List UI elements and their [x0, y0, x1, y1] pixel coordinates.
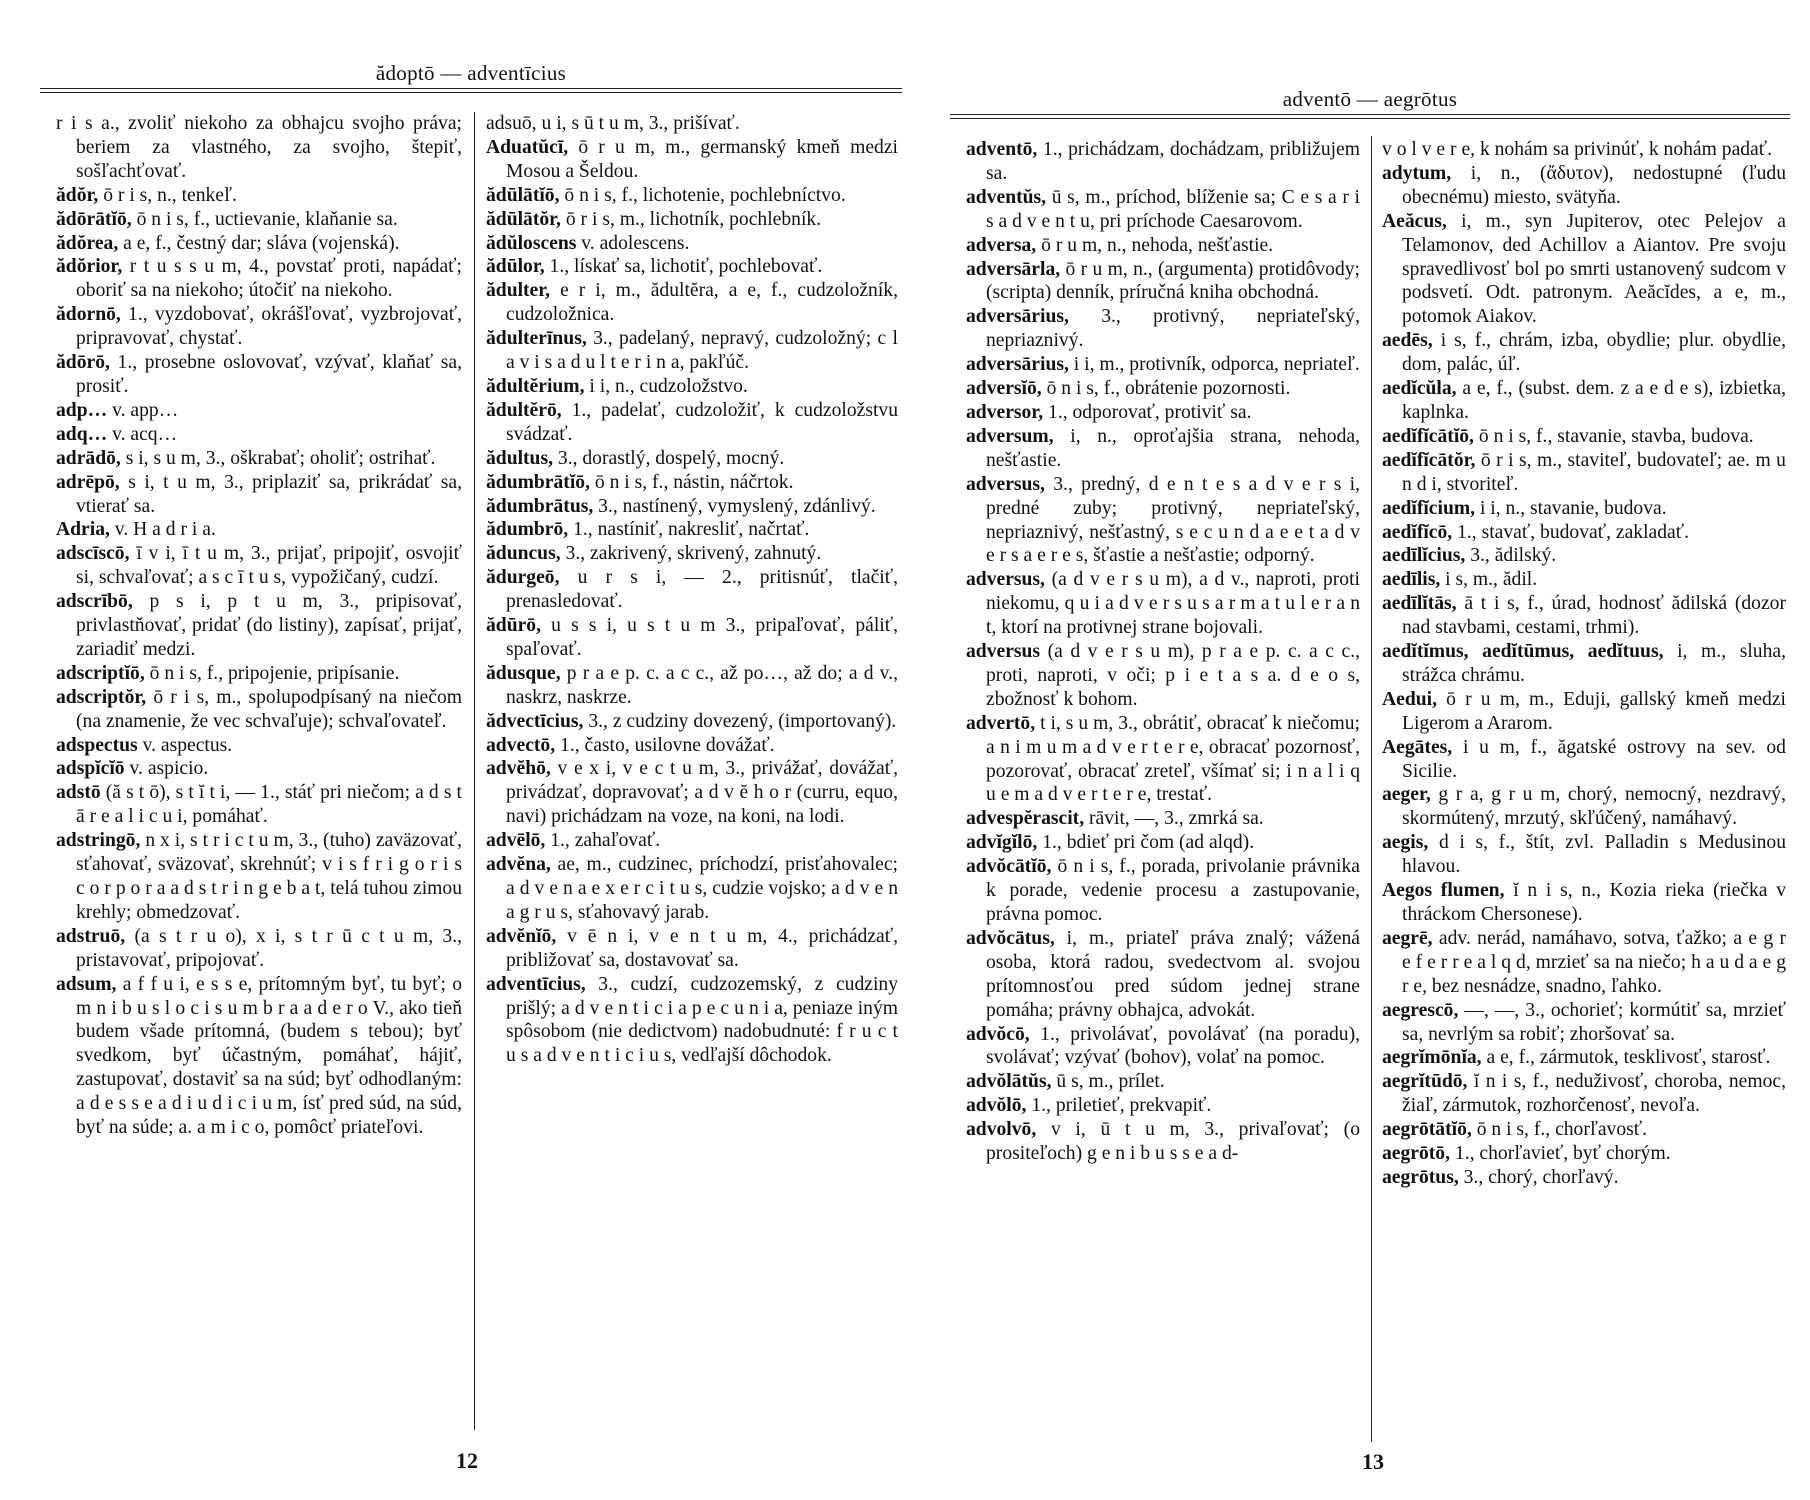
- entry-definition: ĭ n i s, f., neduživosť, choroba, nemoc, žiaľ, zármutok, rozhorčenosť, nevoľa.: [1402, 1071, 1786, 1117]
- dictionary-entry: [486, 734, 898, 758]
- entry-headword: aegrōtus,: [1382, 1166, 1459, 1188]
- dictionary-entry: [1382, 210, 1786, 330]
- dictionary-entry: [966, 305, 1360, 353]
- entry-headword: adversa,: [966, 234, 1037, 256]
- dictionary-entry: [1382, 1142, 1786, 1166]
- entry-definition: 1., zahaľovať.: [550, 830, 661, 852]
- column-divider: [1371, 136, 1372, 1442]
- entry-definition: t i, s u m, 3., obrátiť, obracať k niečomu; a n i m u m a d v e r t e r e, obracať pozornosť, pozorovať, obracať zreteľ, všímať si; i n a l i q u e m a d v e r t e r e, trestať.: [986, 712, 1360, 806]
- entry-definition: s i, t u m, 3., priplaziť sa, prikrádať sa, vtierať sa.: [76, 471, 462, 517]
- entry-headword: aegrōtō,: [1382, 1143, 1451, 1165]
- entry-definition: ō r i s, n., tenkeľ.: [103, 184, 237, 206]
- entry-definition: 3., dorastlý, dospelý, mocný.: [557, 447, 785, 469]
- entry-definition: r t u s s u m, 4., povstať proti, napádať; oboriť sa na niekoho; útočiť na niekoho.: [76, 256, 462, 302]
- dictionary-entry: [966, 1094, 1360, 1118]
- entry-headword: advŏlātŭs,: [966, 1071, 1052, 1093]
- entry-definition: i, n., oproťajšia strana, nehoda, nešťastie.: [986, 425, 1360, 471]
- entry-definition: v. H a d r i a.: [114, 519, 216, 541]
- entry-definition: ī v i, ī t u m, 3., prijať, pripojiť, osvojiť si, schvaľovať; a s c ī t u s, vypožičaný, cudzí.: [76, 543, 462, 589]
- entry-headword: ădurgeō,: [486, 567, 560, 589]
- entry-definition: ā t i s, f., úrad, hodnosť ădilská (dozor nad stavbami, cestami, trhmi).: [1402, 593, 1786, 639]
- entry-definition: a e, f., (subst. dem. z a e d e s), izbietka, kaplnka.: [1402, 378, 1786, 423]
- header-rule: [40, 88, 902, 89]
- entry-headword: adversor,: [966, 401, 1044, 423]
- dictionary-entry: [486, 255, 898, 279]
- entry-definition: ū s, m., prílet.: [1056, 1071, 1165, 1093]
- entry-definition: —, —, 3., ochorieť; kormútiť sa, mrzieť sa, nevrlým sa robiť; zhoršovať sa.: [1402, 999, 1786, 1045]
- entry-definition: 1., prichádzam, dochádzam, približujem sa.: [986, 139, 1360, 184]
- entry-definition: i, n., (ἄδυτον), nedostupné (ľudu obecnému) miesto, svätyňa.: [1402, 162, 1786, 208]
- dictionary-entry: [486, 542, 898, 566]
- dictionary-entry: [486, 399, 898, 447]
- dictionary-entry: [966, 855, 1360, 927]
- dictionary-entry: [56, 925, 462, 973]
- dictionary-entry: [56, 303, 462, 351]
- dictionary-entry: [966, 401, 1360, 425]
- entry-definition: v. aspectus.: [142, 734, 233, 756]
- dictionary-entry: [1382, 999, 1786, 1047]
- entry-definition: ō r i s, m., lichotník, pochlebník.: [565, 208, 822, 230]
- entry-definition: ō n i s, f., porada, privolanie právnika k porade, vedenie procesu a zastupovanie, právna pomoc.: [986, 856, 1360, 925]
- entry-definition: v. adolescens.: [581, 232, 690, 254]
- dictionary-entry: [966, 258, 1360, 306]
- entry-headword: aegrescō,: [1382, 999, 1459, 1021]
- header-rule: [40, 92, 902, 93]
- entry-definition: v ē n i, v e n t u m, 4., prichádzať, približovať sa, dostavovať sa.: [506, 925, 898, 971]
- dictionary-entry: [966, 1118, 1360, 1166]
- entry-definition: 1., často, usilovne dovážať.: [560, 734, 775, 756]
- entry-headword: ădŏr,: [56, 184, 99, 206]
- entry-headword: ădŭloscens: [486, 232, 577, 254]
- dictionary-entry: [56, 518, 462, 542]
- dictionary-entry: [1382, 1070, 1786, 1118]
- entry-headword: aegrōtātĭō,: [1382, 1119, 1472, 1141]
- dictionary-column-2: [486, 112, 898, 1068]
- left-page: [40, 58, 902, 1490]
- entry-headword: aedĭfĭcātĭō,: [1382, 425, 1474, 447]
- entry-definition: 1., privolávať, povolávať (na poradu), svolávať; vzývať (bohov), volať na pomoc.: [986, 1023, 1360, 1069]
- entry-headword: aedĭfĭcātŏr,: [1382, 449, 1476, 471]
- dictionary-entry: [966, 353, 1360, 377]
- entry-headword: aedīlĭcius,: [1382, 545, 1466, 567]
- entry-headword: Aedui,: [1382, 688, 1437, 710]
- entry-headword: advĕhō,: [486, 758, 551, 780]
- dictionary-entry: [966, 377, 1360, 401]
- dictionary-entry: [1382, 592, 1786, 640]
- entry-definition: ō n i s, f., stavanie, stavba, budova.: [1478, 425, 1754, 447]
- dictionary-entry: [486, 973, 898, 1069]
- dictionary-entry: [966, 234, 1360, 258]
- header-rule: [950, 114, 1790, 115]
- dictionary-entry: [56, 423, 462, 447]
- dictionary-entry: [1382, 138, 1786, 162]
- entry-headword: adventīcius,: [486, 973, 586, 995]
- entry-definition: ō n i s, f., chorľavosť.: [1476, 1119, 1648, 1141]
- dictionary-entry: [966, 1070, 1360, 1094]
- entry-headword: adversārius,: [966, 306, 1069, 328]
- entry-headword: ădulterīnus,: [486, 328, 587, 350]
- entry-headword: advŏcātĭō,: [966, 856, 1052, 878]
- entry-headword: aegrē,: [1382, 927, 1433, 949]
- entry-headword: ădornō,: [56, 304, 121, 326]
- entry-definition: (a s t r u o), x i, s t r ū c t u m, 3., pristavovať, pripojovať.: [76, 925, 462, 971]
- entry-headword: adscriptĭō,: [56, 662, 145, 684]
- entry-headword: Aduatŭcī,: [486, 136, 569, 158]
- entry-headword: aeger,: [1382, 784, 1431, 806]
- dictionary-entry: [56, 686, 462, 734]
- entry-definition: p r a e p. c. a c c., až po…, až do; a d v., naskrz, naskrze.: [506, 662, 898, 708]
- entry-headword: aegrĭtūdō,: [1382, 1071, 1468, 1093]
- dictionary-entry: [486, 829, 898, 853]
- entry-definition: v o l v e r e, k nohám sa privinúť, k nohám padať.: [1382, 139, 1773, 160]
- entry-definition: (ă s t ō), s t ĭ t i, — 1., stáť pri niečom; a d s t ā r e a l i c u i, pomáhať.: [76, 782, 462, 828]
- entry-definition: ō r i s, m., staviteľ, budovateľ; ae. m u n d i, stvoriteľ.: [1402, 449, 1786, 495]
- entry-headword: adrādō,: [56, 447, 121, 469]
- entry-headword: adventŭs,: [966, 186, 1047, 208]
- running-head: ădoptō — adventīcius: [375, 61, 567, 85]
- dictionary-entry: [1382, 640, 1786, 688]
- entry-definition: v e x i, v e c t u m, 3., privážať, dovážať, privádzať, dopravovať; a d v ĕ h o r (curru, equo, navi) prichádzam na voze, na koni, na lodi.: [506, 758, 898, 828]
- entry-definition: p s i, p t u m, 3., pripisovať, privlastňovať, pridať (do listiny), zapísať, prijať, zariadiť medzi.: [76, 591, 462, 660]
- entry-headword: adversārla,: [966, 258, 1061, 280]
- entry-definition: 3., predný, d e n t e s a d v e r s i, predné zuby; protivný, nepriateľský, nepriaznivý, nešťastný, s e c u n d a e e t a d v e r s a e r e s, šťastie a nešťastie; odporný.: [986, 473, 1360, 567]
- dictionary-entry: [486, 495, 898, 519]
- entry-headword: ădŏrior,: [56, 256, 123, 278]
- dictionary-column-1: [56, 112, 462, 1140]
- entry-definition: 3., ădilský.: [1470, 545, 1557, 567]
- dictionary-entry: [486, 327, 898, 375]
- entry-definition: i i, m., protivník, odporca, nepriateľ.: [1073, 354, 1360, 376]
- entry-definition: ae, m., cudzinec, príchodzí, prisťahovalec; a d v e n a e x e r c i t u s, cudzie vojsko; a d v e n a g r u s, sťahovavý jarab.: [506, 854, 898, 923]
- entry-definition: ō r i s, m., spolupodpísaný na niečom (na znamenie, že vec schvaľuje); schvaľovateľ.: [76, 686, 462, 732]
- entry-headword: aedĭfĭcium,: [1382, 497, 1476, 519]
- entry-headword: ădŏrea,: [56, 232, 119, 254]
- entry-definition: i, m., priateľ práva znalý; vážená osoba, ktorá radou, svedectvom al. svojou prítomnosťou pred súdom jednej strane pomáha; právny obhajca, advokát.: [986, 927, 1360, 1021]
- dictionary-entry: [56, 662, 462, 686]
- dictionary-entry: [56, 351, 462, 399]
- dictionary-entry: [56, 471, 462, 519]
- entry-headword: ădulter,: [486, 280, 551, 302]
- entry-definition: 3., chorý, chorľavý.: [1463, 1166, 1619, 1188]
- dictionary-entry: [1382, 927, 1786, 999]
- entry-definition: 1., padelať, cudzoložiť, k cudzoložstvu svádzať.: [506, 399, 898, 445]
- dictionary-entry: [1382, 1166, 1786, 1190]
- entry-definition: i i, n., cudzoložstvo.: [589, 375, 748, 397]
- dictionary-entry: [486, 710, 898, 734]
- entry-headword: aedĭfĭcō,: [1382, 521, 1453, 543]
- entry-headword: ădultĕrō,: [486, 399, 562, 421]
- dictionary-entry: [1382, 1118, 1786, 1142]
- dictionary-entry: [1382, 425, 1786, 449]
- dictionary-entry: [486, 136, 898, 184]
- dictionary-entry: [1382, 568, 1786, 592]
- entry-headword: Aeăcus,: [1382, 210, 1447, 232]
- entry-definition: 1., vyzdobovať, okrášľovať, vyzbrojovať, pripravovať, chystať.: [76, 304, 462, 350]
- entry-headword: adversĭō,: [966, 378, 1042, 400]
- entry-definition: s i, s u m, 3., oškrabať; oholiť; ostrihať.: [125, 447, 436, 469]
- entry-definition: adsuō, u i, s ū t u m, 3., prišívať.: [486, 113, 740, 134]
- dictionary-entry: [486, 614, 898, 662]
- entry-definition: 3., protivný, nepriateľský, nepriaznivý.: [986, 306, 1360, 352]
- entry-headword: advolvō,: [966, 1119, 1037, 1141]
- entry-definition: i, m., syn Jupiterov, otec Pelejov a Telamonov, ded Achillov a Aiantov. Pre svoju spravedlivosť bol po smrti ustanovený sudcom v podsvetí. Odt. patronym. Aeăcĭdes, a e, m., potomok Aiakov.: [1402, 210, 1786, 328]
- running-head: adventō — aegrōtus: [1282, 87, 1458, 111]
- dictionary-entry: [486, 662, 898, 710]
- entry-definition: v. aspicio.: [129, 758, 209, 780]
- entry-definition: 1., prosebne oslovovať, vzývať, klaňať sa, prosiť.: [76, 352, 462, 397]
- entry-headword: Aegos flumen,: [1382, 880, 1505, 902]
- entry-headword: Aegātes,: [1382, 736, 1453, 758]
- entry-definition: 3., z cudziny dovezený, (importovaný).: [588, 710, 897, 732]
- entry-definition: 3., padelaný, nepravý, cudzoložný; c l a v i s a d u l t e r i n a, pakľúč.: [506, 328, 898, 374]
- entry-definition: i, m., sluha, strážca chrámu.: [1402, 641, 1786, 686]
- dictionary-entry: [966, 1023, 1360, 1071]
- entry-headword: adstringō,: [56, 830, 141, 852]
- entry-definition: a e, f., zármutok, tesklivosť, starosť.: [1486, 1047, 1771, 1069]
- entry-definition: r i s a., zvoliť niekoho za obhajcu svojho práva; beriem za vlastného, za svojho, štepiť, sošľachťovať.: [56, 113, 462, 182]
- entry-definition: 3., zakrivený, skrivený, zahnutý.: [565, 543, 822, 565]
- entry-headword: ădumbrātus,: [486, 495, 594, 517]
- dictionary-entry: [966, 138, 1360, 186]
- entry-definition: 1., bdieť pri čom (ad alqd).: [1042, 832, 1255, 854]
- entry-definition: v. app…: [112, 399, 179, 421]
- dictionary-column-2: [1382, 138, 1786, 1190]
- dictionary-entry: [486, 518, 898, 542]
- entry-headword: advŏcō,: [966, 1023, 1030, 1045]
- dictionary-entry: [56, 734, 462, 758]
- page-number: 12: [456, 1448, 478, 1473]
- entry-headword: adq…: [56, 423, 108, 445]
- entry-definition: e r i, m., ădultĕra, a e, f., cudzoložník, cudzoložnica.: [506, 280, 898, 326]
- entry-headword: adstruō,: [56, 925, 126, 947]
- entry-definition: adv. nerád, namáhavo, sotva, ťažko; a e g r e f e r r e a l q d, mrzieť sa na niečo; h a u d a e g r e, bez nesnádze, snadno, ľahko.: [1402, 927, 1786, 997]
- dictionary-entry: [1382, 521, 1786, 545]
- dictionary-entry: [486, 208, 898, 232]
- entry-definition: i s, m., ădil.: [1445, 569, 1538, 591]
- entry-headword: ădūlātŏr,: [486, 208, 561, 230]
- dictionary-entry: [1382, 783, 1786, 831]
- entry-headword: aedĭcŭla,: [1382, 378, 1457, 400]
- entry-definition: i s, f., chrám, izba, obydlie; plur. obydlie, dom, palác, úľ.: [1402, 330, 1786, 376]
- dictionary-entry: [486, 184, 898, 208]
- entry-headword: adp…: [56, 399, 108, 421]
- page-number: 13: [1362, 1449, 1384, 1474]
- entry-definition: ō n i s, f., pripojenie, pripísanie.: [149, 662, 400, 684]
- entry-headword: adspĭcĭō: [56, 758, 125, 780]
- entry-headword: advectō,: [486, 734, 556, 756]
- dictionary-entry: [56, 208, 462, 232]
- dictionary-entry: [966, 831, 1360, 855]
- entry-headword: advŏlō,: [966, 1095, 1027, 1117]
- entry-headword: adversārius,: [966, 354, 1069, 376]
- dictionary-entry: [966, 568, 1360, 640]
- dictionary-entry: [1382, 162, 1786, 210]
- entry-definition: ō r u m, n., nehoda, nešťastie.: [1041, 234, 1274, 256]
- dictionary-entry: [486, 232, 898, 256]
- dictionary-entry: [1382, 831, 1786, 879]
- entry-headword: adstō: [56, 782, 101, 804]
- entry-definition: ū s, m., príchod, blíženie sa; C e s a r i s a d v e n t u, pri príchode Caesarovom.: [986, 186, 1360, 232]
- entry-headword: ădusque,: [486, 662, 561, 684]
- entry-headword: ădumbrātĭō,: [486, 471, 590, 493]
- entry-definition: a f f u i, e s s e, prítomným byť, tu byť; o m n i b u s l o c i s u m b r a a d e r o V., ako tieň budem všade prítomná, (budem s tebou); byť svedkom, byť účastným, pomáhať, hájiť, zastupovať, dostaviť sa na súd; byť odhodlaným: a d e s s e a d i u d i c i u m, ísť pred súd, na súd, byť na súde; a. a m i c o, pomôcť priateľovi.: [76, 973, 462, 1139]
- dictionary-entry: [56, 829, 462, 925]
- entry-definition: a e, f., čestný dar; sláva (vojenská).: [123, 232, 400, 254]
- entry-definition: (a d v e r s u m), a d v., naproti, proti niekomu, q u i a d v e r s u s a r m a t u l e r a n t, ktorí na protivnej strane bojovali.: [986, 569, 1360, 639]
- entry-definition: 1., chorľavieť, byť chorým.: [1454, 1143, 1671, 1165]
- entry-definition: i i, n., stavanie, budova.: [1479, 497, 1667, 519]
- entry-definition: 1., lískať sa, lichotiť, pochlebovať.: [549, 256, 823, 278]
- dictionary-entry: [486, 447, 898, 471]
- entry-headword: advĕnĭō,: [486, 925, 557, 947]
- dictionary-entry: [1382, 736, 1786, 784]
- entry-headword: aegrĭmōnĭa,: [1382, 1047, 1482, 1069]
- entry-headword: adversus: [966, 641, 1041, 663]
- entry-headword: adytum,: [1382, 162, 1452, 184]
- column-divider: [474, 112, 475, 1430]
- entry-headword: aedĭtĭmus, aedĭtūmus, aedĭtuus,: [1382, 641, 1664, 663]
- entry-headword: advertō,: [966, 712, 1036, 734]
- entry-definition: g r a, g r u m, chorý, nemocný, nezdravý, skormútený, mrzutý, skľúčený, namáhavý.: [1402, 784, 1786, 830]
- entry-headword: adspectus: [56, 734, 138, 756]
- dictionary-entry: [56, 590, 462, 662]
- dictionary-entry: [966, 640, 1360, 712]
- entry-headword: adrēpō,: [56, 471, 120, 493]
- dictionary-entry: [486, 853, 898, 925]
- dictionary-entry: [56, 973, 462, 1140]
- dictionary-entry: [966, 807, 1360, 831]
- entry-headword: ăduncus,: [486, 543, 561, 565]
- entry-headword: aegis,: [1382, 832, 1429, 854]
- entry-definition: ō n i s, f., obrátenie pozornosti.: [1046, 378, 1291, 400]
- entry-headword: adscriptŏr,: [56, 686, 147, 708]
- entry-definition: 1., priletieť, prekvapiť.: [1031, 1095, 1212, 1117]
- entry-headword: adscrībō,: [56, 591, 133, 613]
- entry-headword: ădumbrō,: [486, 519, 569, 541]
- entry-headword: adsum,: [56, 973, 117, 995]
- dictionary-entry: [56, 255, 462, 303]
- entry-headword: ădōrātĭō,: [56, 208, 132, 230]
- entry-headword: ădūlātĭō,: [486, 184, 560, 206]
- entry-definition: v i, ū t u m, 3., privaľovať; (o prositeľoch) g e n i b u s s e a d-: [986, 1119, 1360, 1165]
- entry-definition: 1., odporovať, protiviť sa.: [1048, 401, 1252, 423]
- dictionary-entry: [56, 184, 462, 208]
- entry-definition: 1., nastíniť, nakresliť, načrtať.: [573, 519, 810, 541]
- entry-headword: advŏcātus,: [966, 927, 1055, 949]
- entry-headword: adventō,: [966, 139, 1038, 160]
- entry-headword: aedīlis,: [1382, 569, 1441, 591]
- dictionary-entry: [56, 781, 462, 829]
- dictionary-entry: [486, 375, 898, 399]
- entry-headword: ădūrō,: [486, 615, 541, 637]
- dictionary-column-1: [966, 138, 1360, 1166]
- dictionary-entry: [1382, 329, 1786, 377]
- dictionary-entry: [486, 279, 898, 327]
- entry-headword: ădultĕrium,: [486, 375, 585, 397]
- entry-definition: v. acq…: [112, 423, 178, 445]
- dictionary-entry: [966, 712, 1360, 808]
- entry-headword: advĭgĭlō,: [966, 832, 1038, 854]
- entry-definition: ō r u m, m., Eduji, gallský kmeň medzi Ligerom a Ararom.: [1402, 688, 1786, 734]
- entry-definition: 3., cudzí, cudzozemský, z cudziny prišlý; a d v e n t i c i a p e c u n i a, peniaze iným spôsobom (nie dedictvom) nadobudnuté: f r u c t u s a d v e n t i c i u s, vedľajší dôchodok.: [506, 973, 898, 1067]
- entry-definition: (a d v e r s u m), p r a e p. c. a c c., proti, naproti, v oči; p i e t a s a. d e o s, zbožnosť k bohom.: [986, 641, 1360, 710]
- entry-definition: n x i, s t r i c t u m, 3., (tuho) zaväzovať, sťahovať, sväzovať, skrehnúť; v i s f r i g o r i s c o r p o r a a d s t r i n g e b a t, telá tuhou zimou krehly; obmedzovať.: [76, 830, 462, 923]
- entry-definition: u s s i, u s t u m 3., pripaľovať, páliť, spaľovať.: [506, 615, 898, 660]
- entry-headword: advēlō,: [486, 830, 546, 852]
- entry-headword: adscīscō,: [56, 543, 130, 565]
- entry-definition: d i s, f., štít, zvl. Palladin s Medusinou hlavou.: [1402, 832, 1786, 878]
- dictionary-entry: [56, 112, 462, 184]
- dictionary-entry: [966, 186, 1360, 234]
- dictionary-entry: [1382, 1046, 1786, 1070]
- dictionary-entry: [1382, 449, 1786, 497]
- dictionary-entry: [486, 925, 898, 973]
- entry-definition: 1., stavať, budovať, zakladať.: [1457, 521, 1689, 543]
- entry-headword: advĕna,: [486, 854, 551, 876]
- entry-headword: advespĕrascit,: [966, 808, 1085, 830]
- dictionary-entry: [1382, 497, 1786, 521]
- entry-headword: aedēs,: [1382, 330, 1433, 352]
- entry-headword: adversus,: [966, 569, 1045, 591]
- entry-definition: ō n i s, f., lichotenie, pochlebníctvo.: [564, 184, 846, 206]
- entry-definition: ĭ n i s, n., Kozia rieka (riečka v thráckom Chersonese).: [1402, 880, 1786, 925]
- entry-definition: u r s i, — 2., pritisnúť, tlačiť, prenasledovať.: [506, 567, 898, 613]
- dictionary-entry: [56, 399, 462, 423]
- dictionary-entry: [966, 927, 1360, 1023]
- header-rule: [950, 118, 1790, 119]
- entry-definition: i u m, f., ăgatské ostrovy na sev. od Sicilie.: [1402, 736, 1786, 782]
- dictionary-entry: [486, 757, 898, 829]
- dictionary-entry: [1382, 544, 1786, 568]
- dictionary-entry: [56, 757, 462, 781]
- dictionary-entry: [1382, 377, 1786, 425]
- dictionary-entry: [486, 566, 898, 614]
- dictionary-entry: [56, 447, 462, 471]
- dictionary-entry: [56, 232, 462, 256]
- entry-headword: aedīlĭtās,: [1382, 593, 1457, 615]
- dictionary-entry: [1382, 879, 1786, 927]
- dictionary-entry: [486, 471, 898, 495]
- entry-headword: adversus,: [966, 473, 1045, 495]
- entry-definition: rāvit, —, 3., zmrká sa.: [1089, 808, 1264, 830]
- entry-headword: ădvectīcius,: [486, 710, 584, 732]
- entry-headword: ădūlor,: [486, 256, 545, 278]
- entry-definition: ō n i s, f., nástin, náčrtok.: [594, 471, 794, 493]
- entry-headword: adversum,: [966, 425, 1054, 447]
- dictionary-entry: [966, 425, 1360, 473]
- dictionary-entry: [1382, 688, 1786, 736]
- dictionary-entry: [56, 542, 462, 590]
- dictionary-entry: [966, 473, 1360, 569]
- entry-definition: ō r u m, n., (argumenta) protidôvody; (scripta) denník, príručná kniha obchodná.: [986, 258, 1360, 304]
- entry-headword: ădōrō,: [56, 352, 110, 374]
- right-page: [950, 84, 1790, 1490]
- entry-definition: ō n i s, f., uctievanie, klaňanie sa.: [136, 208, 398, 230]
- entry-definition: 3., nastínený, vymyslený, zdánlivý.: [598, 495, 876, 517]
- dictionary-entry: [486, 112, 898, 136]
- entry-headword: ădultus,: [486, 447, 553, 469]
- entry-definition: ō r u m, m., germanský kmeň medzi Mosou a Šeldou.: [506, 136, 898, 182]
- entry-headword: Adria,: [56, 519, 110, 541]
